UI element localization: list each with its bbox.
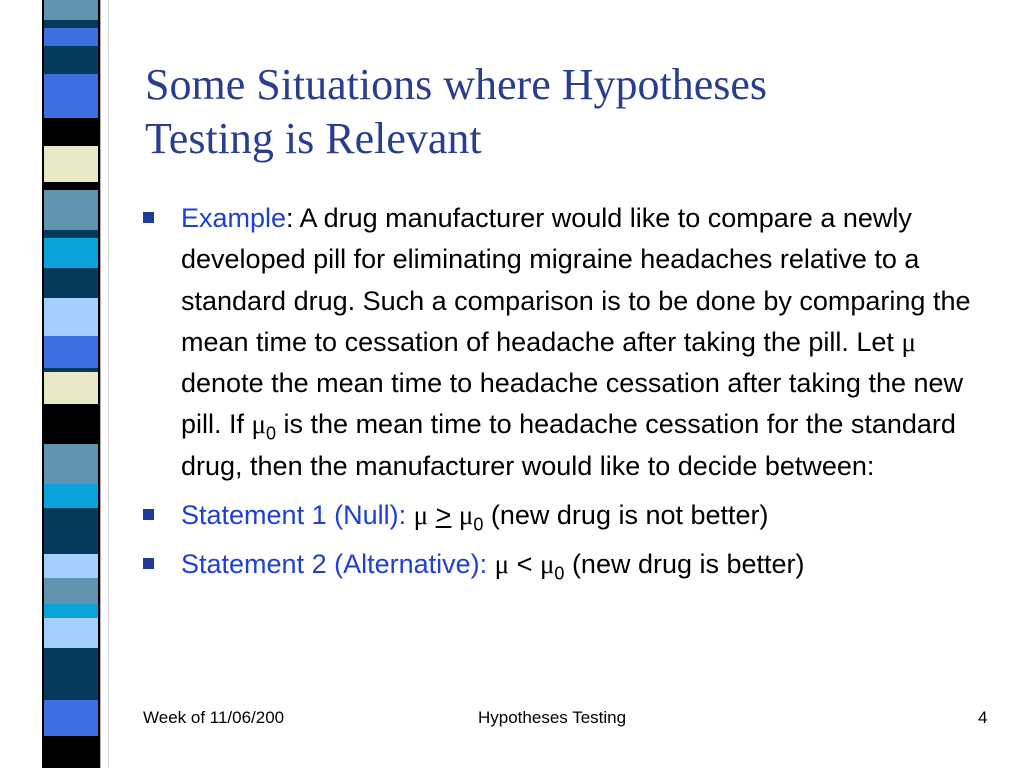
statement1-label: Statement 1 (Null): — [181, 500, 414, 531]
decorative-stripe-bar — [42, 0, 100, 768]
stripe-segment — [44, 404, 98, 444]
stripe-segment — [44, 372, 98, 404]
stripe-segment — [44, 268, 98, 298]
slide-title-line1: Some Situations where Hypotheses — [145, 60, 768, 109]
stripe-segment — [44, 46, 98, 74]
stripe-segment — [44, 554, 98, 578]
footer-title: Hypotheses Testing — [478, 708, 627, 727]
stripe-segment — [44, 0, 98, 20]
mu-symbol: μ — [539, 549, 555, 580]
square-bullet-icon — [143, 509, 154, 520]
stripe-segment — [44, 298, 98, 336]
bullet-item-statement2 — [143, 544, 993, 585]
bullet-item-statement1 — [143, 495, 993, 536]
stripe-segment — [44, 516, 98, 554]
mu-symbol: μ — [458, 500, 474, 531]
statement2-description: (new drug is better) — [564, 549, 805, 580]
stripe-segment — [44, 618, 98, 648]
stripe-segment — [44, 648, 98, 700]
subscript-zero: 0 — [554, 563, 565, 584]
stripe-segment — [44, 230, 98, 238]
mu-symbol: μ — [901, 326, 916, 357]
stripe-segment — [44, 74, 98, 82]
stripe-segment — [44, 182, 98, 190]
stripe-segment — [44, 118, 98, 146]
stripe-segment — [44, 578, 98, 604]
decorative-edge-line-inner — [108, 0, 109, 768]
subscript-zero: 0 — [473, 514, 484, 535]
stripe-segment — [44, 82, 98, 118]
square-bullet-icon — [143, 212, 154, 223]
decorative-edge-line — [100, 0, 112, 768]
square-bullet-icon — [143, 558, 154, 569]
stripe-segment — [44, 700, 98, 736]
stripe-segment — [44, 444, 98, 484]
mu-symbol: μ — [494, 549, 510, 580]
lt-symbol: < — [516, 549, 533, 580]
stripe-segment — [44, 146, 98, 182]
stripe-segment — [44, 336, 98, 368]
example-text-part1: : A drug manufacturer would like to compare a newly developed pill for eliminating migraine headaches relative to a standard drug. Such a comparison is to be done by comparing the mean time to cessation of headache after taking the pill. Let — [181, 203, 971, 357]
gte-symbol: > — [435, 500, 452, 531]
mu-symbol: μ — [413, 500, 429, 531]
mu-symbol: μ — [251, 409, 267, 440]
stripe-segment — [44, 28, 98, 46]
subscript-zero: 0 — [266, 423, 277, 444]
bullet-list — [143, 198, 993, 594]
stripe-segment — [44, 484, 98, 508]
statement2-label: Statement 2 (Alternative): — [181, 549, 495, 580]
stripe-segment — [44, 604, 98, 618]
example-text-part2: denote the mean time to headache cessation after taking the new pill. If — [181, 368, 964, 440]
stripe-segment — [44, 736, 98, 768]
bullet-item-example — [143, 198, 993, 487]
slide-title-line2: Testing is Relevant — [145, 114, 482, 163]
example-label: Example — [181, 203, 287, 233]
stripe-segment — [44, 238, 98, 268]
stripe-segment — [44, 508, 98, 516]
example-text-part3: is the mean time to headache cessation for the standard drug, then the manufacturer would like to decide between: — [181, 409, 956, 481]
stripe-segment — [44, 20, 98, 28]
statement1-description: (new drug is not better) — [483, 500, 769, 531]
stripe-segment — [44, 190, 98, 230]
slide-title — [145, 58, 985, 166]
footer-date: Week of 11/06/200 — [143, 708, 285, 727]
footer-page-number: 4 — [978, 708, 988, 727]
